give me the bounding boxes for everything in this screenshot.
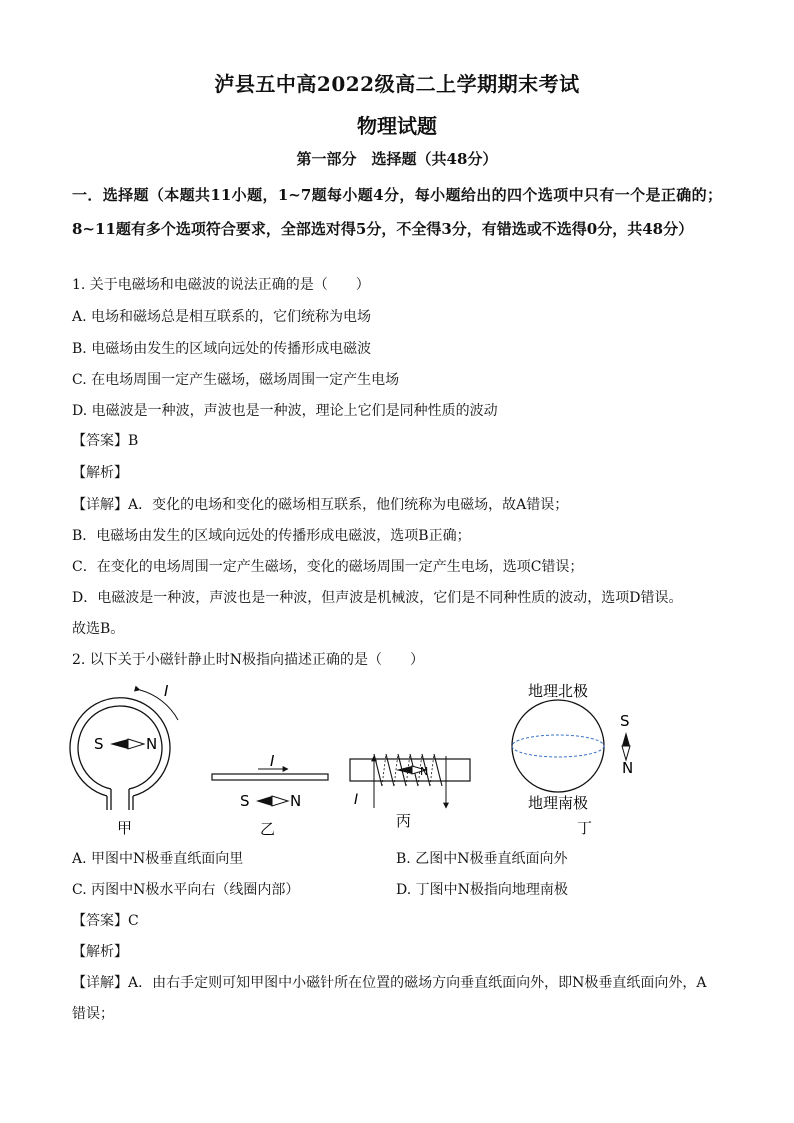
caption-ding: 丁: [577, 819, 593, 837]
subject-title: 物理试题: [357, 114, 437, 138]
q2-option-a: A. 甲图中N极垂直纸面向里: [72, 851, 244, 867]
exam-title: 泸县五中高2022级高二上学期期末考试: [214, 72, 580, 96]
compass-needle-ding: [622, 732, 630, 746]
figure-yi: [212, 752, 328, 838]
caption-bing: 丙: [396, 812, 412, 830]
current-label-bing: I: [354, 792, 359, 808]
q1-detail-a: 【详解】A．变化的电场和变化的磁场相互联系，他们统称为电磁场，故A错误；: [72, 497, 569, 513]
q1-conclusion: 故选B。: [72, 621, 125, 637]
pole-s-yi: S: [240, 792, 250, 810]
pole-s-jia: S: [94, 735, 104, 753]
globe: [512, 700, 604, 792]
compass-needle-yi: [256, 796, 272, 806]
pole-n-ding: N: [622, 759, 634, 777]
current-label-jia: I: [164, 682, 169, 700]
q2-analysis-label: 【解析】: [72, 944, 128, 960]
q2-detail-line-1: 【详解】A．由右手定则可知甲图中小磁针所在位置的磁场方向垂直纸面向外，即N极垂直纸面向外，A: [72, 975, 707, 991]
pole-n-bing: N: [420, 765, 429, 778]
q2-figure: [60, 676, 740, 840]
caption-yi: 乙: [260, 820, 276, 838]
q1-detail-b: B．电磁场由发生的区域向远处的传播形成电磁波，选项B正确；: [72, 528, 471, 544]
q1-stem: 1. 关于电磁场和电磁波的说法正确的是（ ）: [72, 277, 370, 293]
caption-jia: 甲: [117, 819, 133, 837]
south-pole-label: 地理南极: [528, 794, 589, 812]
pole-s-ding: S: [620, 712, 630, 730]
q1-detail-d: D．电磁波是一种波，声波也是一种波，但声波是机械波，它们是不同种性质的波动，选项D错误。: [72, 590, 683, 606]
q1-option-a: A. 电场和磁场总是相互联系的，它们统称为电场: [72, 309, 372, 325]
q2-detail-line-2: 错误；: [72, 1006, 114, 1022]
q2-option-c: C. 丙图中N极水平向右（线圈内部）: [72, 882, 300, 898]
figure-jia: [70, 682, 178, 837]
part-title: 第一部分 选择题（共48分）: [296, 150, 498, 168]
q1-option-b: B. 电磁场由发生的区域向远处的传播形成电磁波: [72, 341, 372, 357]
section-heading: 一．选择题（本题共11小题，1~7题每小题4分，每小题给出的四个选项中只有一个是正确的；8~11题有多个选项符合要求，全部选对得5分，不全得3分，有错选或不选得0分，共48分）: [72, 186, 722, 238]
q2-stem: 2. 以下关于小磁针静止时N极指向描述正确的是（ ）: [72, 652, 425, 668]
q2-option-d: D. 丁图中N极指向地理南极: [396, 882, 568, 898]
q1-analysis-label: 【解析】: [72, 465, 128, 481]
q1-detail-c: C．在变化的电场周围一定产生磁场，变化的磁场周围一定产生电场，选项C错误；: [72, 559, 584, 575]
q1-option-d: D. 电磁波是一种波，声波也是一种波，理论上它们是同种性质的波动: [72, 403, 498, 419]
north-pole-label: 地理北极: [528, 682, 589, 700]
figure-ding: [512, 682, 633, 837]
pole-n-jia: N: [146, 735, 158, 753]
figure-bing: [350, 754, 470, 830]
pole-n-yi: N: [290, 792, 302, 810]
q2-answer: 【答案】C: [72, 913, 139, 929]
current-label-yi: I: [270, 752, 275, 770]
q1-option-c: C. 在电场周围一定产生磁场，磁场周围一定产生电场: [72, 372, 400, 388]
compass-needle-jia: [110, 739, 128, 749]
q1-answer: 【答案】B: [72, 433, 139, 449]
q2-option-b: B. 乙图中N极垂直纸面向外: [396, 851, 568, 867]
